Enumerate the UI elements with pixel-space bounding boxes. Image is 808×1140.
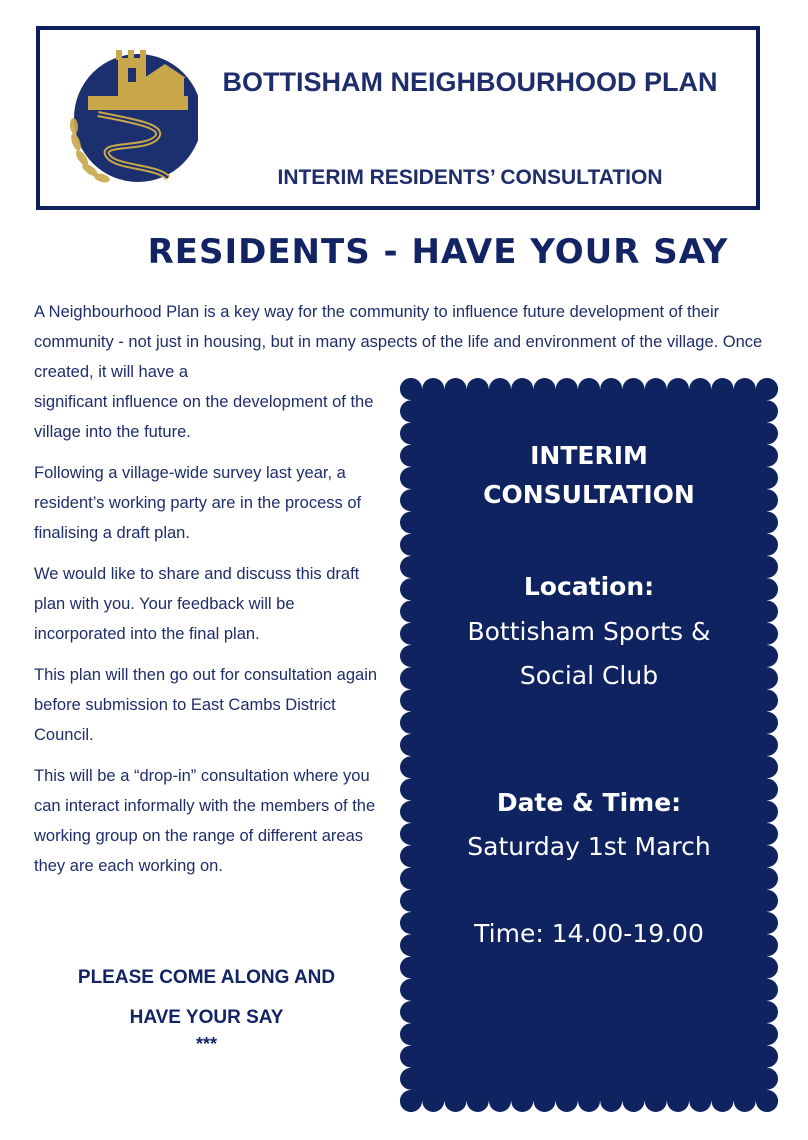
location-label: Location: [523, 572, 655, 601]
location-line-2: Social Club [519, 661, 659, 690]
body-paragraph: significant influence on the development of the village into the future. [34, 393, 374, 441]
headline: RESIDENTS - HAVE YOUR SAY [147, 232, 729, 272]
consultation-info-panel [400, 378, 778, 1112]
call-to-action [34, 958, 379, 1038]
cta-line-2: HAVE YOUR SAY [129, 1007, 284, 1028]
cta-line-1: PLEASE COME ALONG AND [77, 967, 336, 988]
time-value: Time: 14.00-19.00 [474, 919, 704, 948]
plan-title: BOTTISHAM NEIGHBOURHOOD PLAN [222, 67, 718, 97]
intro-paragraph: A Neighbourhood Plan is a key way for the community to influence future development of their community - not just in housing, but in many aspects of the life and environment of the village. Once created, it will have a [34, 303, 763, 381]
body-paragraph: This plan will then go out for consultation again before submission to East Cambs District Council. [34, 666, 378, 744]
body-paragraph: We would like to share and discuss this draft plan with you. Your feedback will be incorporated into the final plan. [34, 565, 360, 643]
body-paragraph: Following a village-wide survey last year, a resident’s working party are in the process of finalising a draft plan. [34, 464, 362, 542]
body-paragraph: This will be a “drop-in” consultation where you can interact informally with the members of the working group on the range of different areas they are each working on. [34, 767, 376, 875]
panel-heading-line-2: CONSULTATION [483, 480, 695, 509]
location-value [400, 610, 778, 698]
village-logo-icon [58, 38, 198, 190]
date-value: Saturday 1st March [467, 832, 711, 861]
stars-divider: *** [195, 1034, 217, 1054]
consultation-subtitle: INTERIM RESIDENTS’ CONSULTATION [277, 166, 663, 189]
location-line-1: Bottisham Sports & [467, 617, 711, 646]
header-box [36, 26, 760, 210]
date-time-label: Date & Time: [496, 788, 682, 817]
panel-heading [400, 436, 778, 514]
panel-heading-line-1: INTERIM [530, 441, 648, 470]
body-text-column [34, 387, 384, 892]
